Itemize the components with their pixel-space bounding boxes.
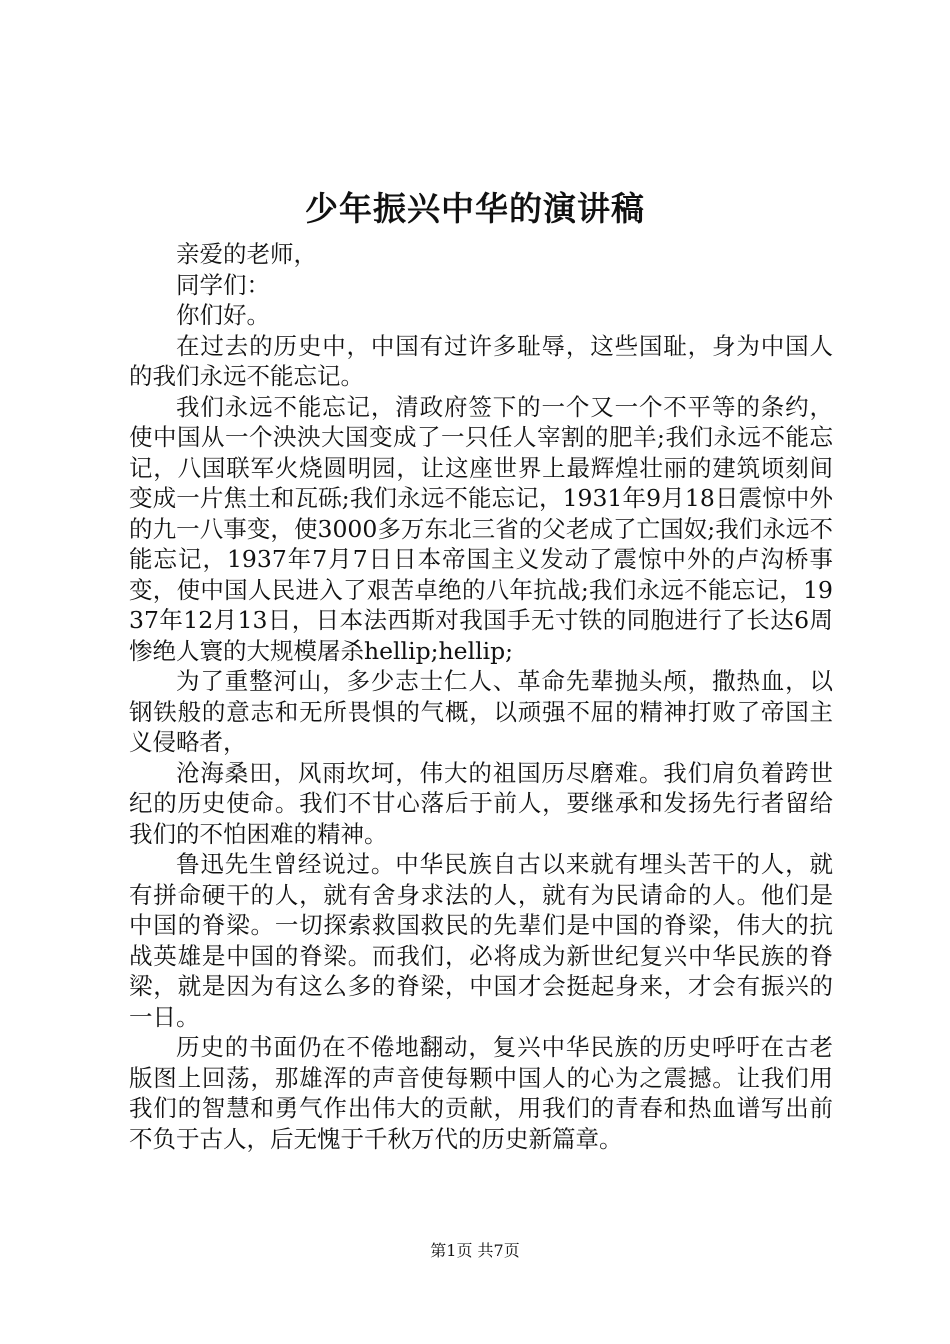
document-title: 少年振兴中华的演讲稿 xyxy=(305,189,645,228)
body-paragraph: 在过去的历史中，中国有过许多耻辱，这些国耻，身为中国人的我们永远不能忘记。 xyxy=(129,331,833,390)
body-paragraph: 历史的书面仍在不倦地翻动，复兴中华民族的历史呼吁在古老版图上回荡，那雄浑的声音使每颗中国人的心为之震撼。让我们用我们的智慧和勇气作出伟大的贡献，用我们的青春和热血谱写出前不负于古人，后无愧于千秋万代的历史新篇章。 xyxy=(129,1033,833,1153)
body-paragraph: 沧海桑田，风雨坎坷，伟大的祖国历尽磨难。我们肩负着跨世纪的历史使命。我们不甘心落后于前人，要继承和发扬先行者留给我们的不怕困难的精神。 xyxy=(129,758,833,848)
body-paragraph: 我们永远不能忘记，清政府签下的一个又一个不平等的条约，使中国从一个泱泱大国变成了一只任人宰割的肥羊;我们永远不能忘记，八国联军火烧圆明园，让这座世界上最辉煌壮丽的建筑顷刻间变成一片焦土和瓦砾;我们永远不能忘记，1931年9月18日震惊中外的九一八事变，使3000多万东北三省的父老成了亡国奴;我们永远不能忘记，1937年7月7日日本帝国主义发动了震惊中外的卢沟桥事变，使中国人民进入了艰苦卓绝的八年抗战;我们永远不能忘记，1937年12月13日，日本法西斯对我国手无寸铁的同胞进行了长达6周惨绝人寰的大规模屠杀hellip;hellip; xyxy=(129,392,833,665)
body-paragraph: 为了重整河山，多少志士仁人、革命先辈抛头颅，撒热血，以钢铁般的意志和无所畏惧的气概，以顽强不屈的精神打败了帝国主义侵略者， xyxy=(129,667,833,756)
salutation-students: 同学们： xyxy=(176,270,270,299)
document-body xyxy=(129,239,833,1154)
salutation-teachers: 亲爱的老师， xyxy=(176,240,317,268)
page-number-footer: 第1页 共7页 xyxy=(430,1241,520,1260)
body-paragraph: 鲁迅先生曾经说过。中华民族自古以来就有埋头苦干的人，就有拼命硬干的人，就有舍身求法的人，就有为民请命的人。他们是中国的脊梁。一切探索救国救民的先辈们是中国的脊梁，伟大的抗战英雄是中国的脊梁。而我们，必将成为新世纪复兴中华民族的脊梁，就是因为有这么多的脊梁，中国才会挺起身来，才会有振兴的一日。 xyxy=(129,850,833,1031)
greeting: 你们好。 xyxy=(176,301,270,329)
